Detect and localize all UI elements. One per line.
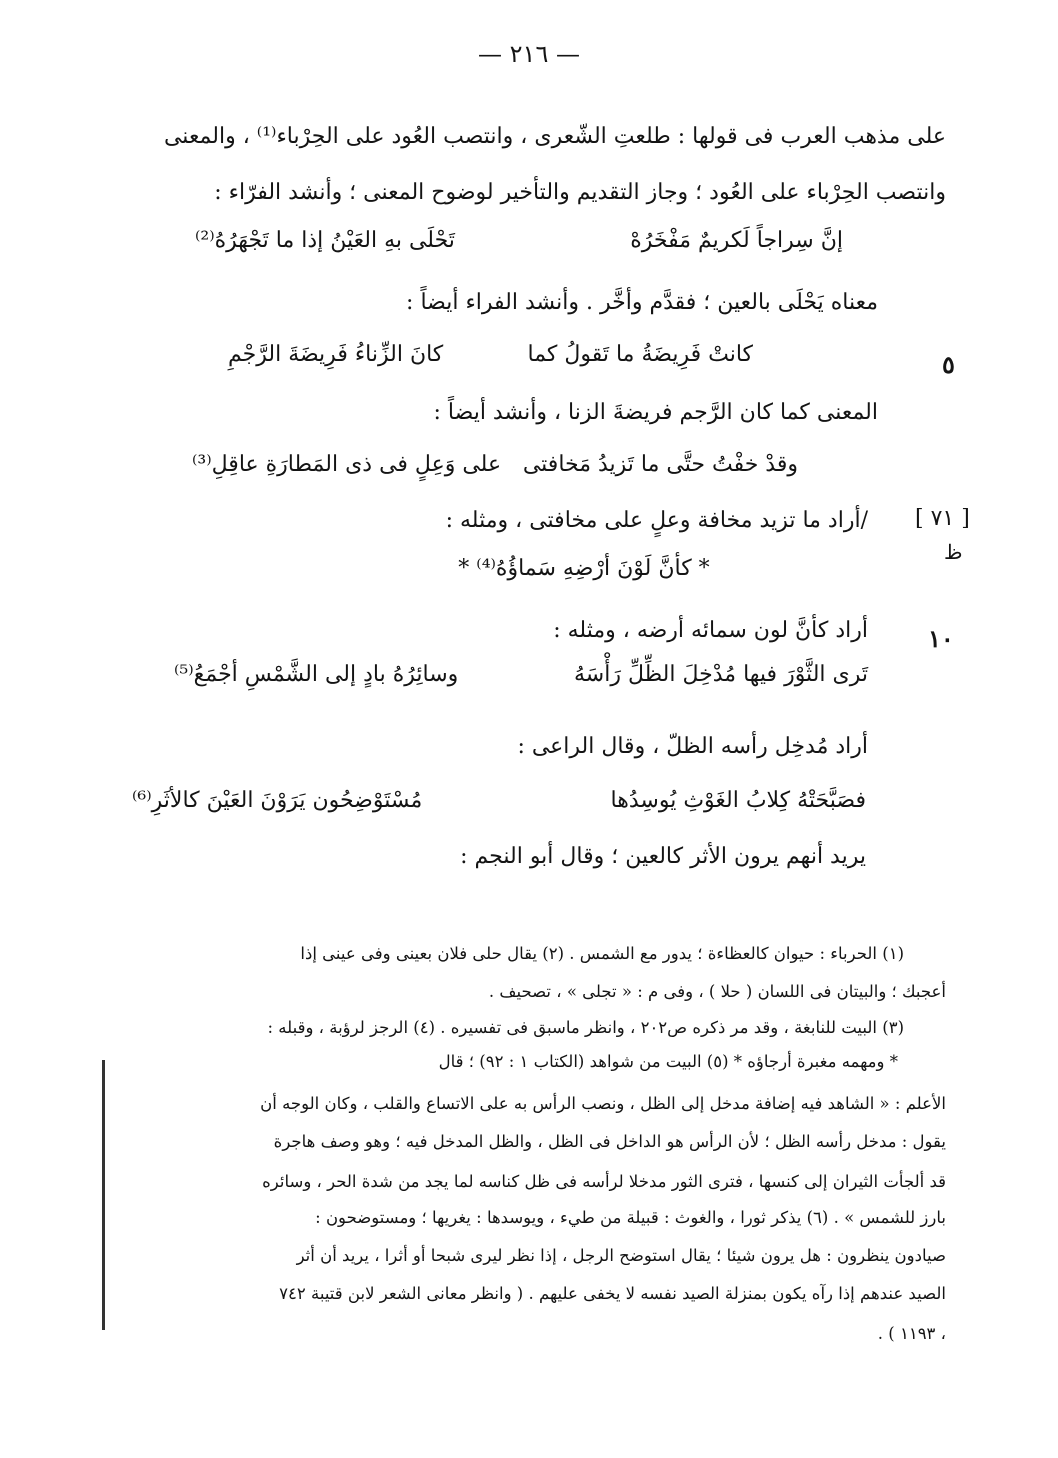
verse-5: [0, 788, 1058, 828]
manuscript-folio-ref: [ ٧١ ]: [915, 506, 970, 531]
footnote-line-9: صيادون ينظرون : هل يرون شيئا ؛ يقال استوضح الرجل ، إذا نظر ليرى شبحا أو أثرا ، يريد أن أثر: [296, 1246, 946, 1265]
verse-2-first-hemistich: كانتْ فَرِيضَةُ ما تَقولُ كما: [527, 342, 753, 367]
text-line-8: يريد أنهم يرون الأثر كالعين ؛ وقال أبو النجم :: [460, 844, 866, 869]
text-line-7: أراد مُدخِل رأسه الظلّ ، وقال الراعى :: [517, 734, 868, 759]
verse-3: [0, 452, 1058, 492]
verse-2: [0, 342, 1058, 382]
verse-3-first-hemistich: وقدْ خفْتُ حتَّى ما تَزيدُ مَخافتى: [522, 452, 798, 477]
verse-4-first-hemistich: تَرى الثَّوْرَ فيها مُدْخِلَ الظِّلِّ رَأْسَهُ: [574, 662, 868, 687]
text-line-2: وانتصب الحِرْباء على العُود ؛ وجاز التقديم والتأخير لوضوح المعنى ؛ وأنشد الفرّاء :: [214, 180, 946, 205]
verse-1-first-hemistich: إنَّ سِراجاً لَكريمٌ مَفْخَرُهْ: [630, 228, 843, 253]
verse-4: [0, 662, 1058, 702]
verse-1: [0, 228, 1058, 268]
footnote-line-7: قد ألجأت الثيران إلى كنسها ، فترى الثور مدخلا لرأسه فى ظل كناسه لما يجد من شدة الحر ، وسائره: [262, 1172, 946, 1191]
footnote-line-8: بارز للشمس » . (٦) يذكر ثورا ، والغوث : قبيلة من طيء ، ويوسدها : يغريها ؛ ومستوضحون :: [315, 1208, 946, 1227]
text-line-1: على مذهب العرب فى قولها : طلعتِ الشّعرى ، وانتصب العُود على الحِرْباء⁽¹⁾ ، والمعنى: [163, 124, 946, 149]
verse-5-first-hemistich: فصَبَّحَتْهُ كِلابُ الغَوْثِ يُوسِدُها: [610, 788, 866, 813]
verse-1-second-hemistich: تَحْلَى بهِ العَيْنُ إذا ما تَجْهَرُهُ⁽²⁾: [195, 228, 455, 253]
footnote-line-2: أعجبك ؛ والبيتان فى اللسان ( حلا ) ، وفى م : « تجلى » ، تصحيف .: [488, 982, 946, 1001]
text-line-4: المعنى كما كان الرَّجم فريضةَ الزنا ، وأنشد أيضاً :: [433, 400, 878, 425]
footnote-line-10: الصيد عندهم إذا رآه يكون بمنزلة الصيد نفسه لا يخفى عليهم . ( وانظر معانى الشعر لابن قتيبة ٧٤٢: [279, 1284, 946, 1303]
footnote-line-5: الأعلم : « الشاهد فيه إضافة مدخل إلى الظل ، ونصب الرأس به على الاتساع والقلب ، وكان الوجه أن: [260, 1094, 946, 1113]
verse-2-second-hemistich: كانَ الزِّناءُ فَرِيضَةَ الرَّجْمِ: [228, 342, 444, 367]
scan-binding-edge: [102, 1060, 105, 1330]
footnote-line-4: * ومهمه مغبرة أرجاؤه * (٥) البيت من شواهد (الكتاب ١ : ٩٢) ؛ قال: [438, 1052, 898, 1071]
verse-4-second-hemistich: وسائِرُهُ بادٍ إلى الشَّمْسِ أجْمَعُ⁽⁵⁾: [174, 662, 459, 687]
text-line-5: /أراد ما تزيد مخافة وعلٍ على مخافتى ، ومثله :: [445, 508, 868, 533]
manuscript-folio-side: ظ: [944, 540, 963, 564]
text-line-6: أراد كأنَّ لون سمائه أرضه ، ومثله :: [553, 618, 868, 643]
line-number-5: ٥: [942, 350, 955, 379]
page-number: — ٢١٦ —: [478, 40, 580, 68]
verse-5-second-hemistich: مُسْتَوْضِحُون يَرَوْنَ العَيْنَ كالأثَرِ⁽⁶⁾: [132, 788, 423, 813]
footnote-line-3: (٣) البيت للنابغة ، وقد مر ذكره ص٢٠٢ ، وانظر ماسبق فى تفسيره . (٤) الرجز لرؤبة ، وقبله :: [267, 1018, 904, 1037]
text-line-3: معناه يَحْلَى بالعين ؛ فقدَّم وأخَّر . وأنشد الفراء أيضاً :: [406, 290, 878, 315]
line-number-10: ١٠: [928, 624, 954, 653]
footnote-line-11: ، ١١٩٣ ) .: [877, 1324, 946, 1343]
verse-3-second-hemistich: على وَعِلٍ فى ذى المَطارَةِ عاقِلِ⁽³⁾: [192, 452, 502, 477]
footnote-line-1: (١) الحرباء : حيوان كالعظاءة ؛ يدور مع الشمس . (٢) يقال حلى فلان بعينى وفى عينى إذا: [300, 944, 904, 963]
footnote-line-6: يقول : مدخل رأسه الظل ؛ لأن الرأس هو الداخل فى الظل ، والظل المدخل فيه ؛ وهو وصف هاجرة: [273, 1132, 946, 1151]
half-verse: * كأنَّ لَوْنَ أرْضِهِ سَماؤُهُ⁽⁴⁾ *: [458, 556, 710, 581]
